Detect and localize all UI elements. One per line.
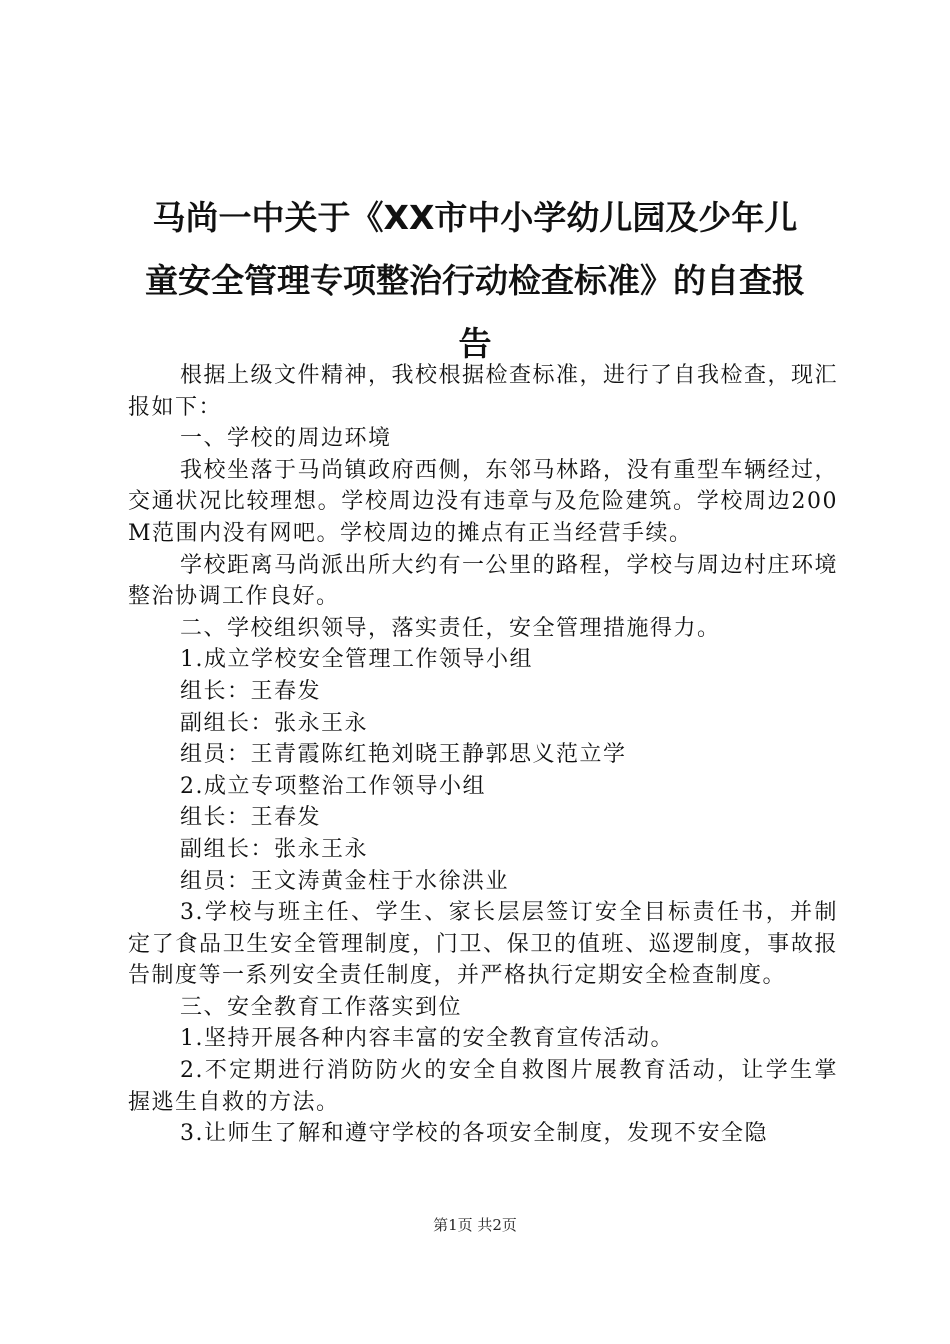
list-item: 副组长：张永王永 (180, 710, 369, 736)
section-heading: 一、学校的周边环境 (180, 426, 392, 452)
list-item: 组员：王青霞陈红艳刘晓王静郭思义范立学 (180, 742, 627, 768)
title-line: 马尚一中关于《XX市中小学幼儿园及少年儿 (152, 198, 798, 237)
list-item: 组员：王文涛黄金柱于水徐洪业 (180, 868, 510, 894)
document-body (128, 360, 838, 1150)
list-item: 组长：王春发 (180, 805, 322, 831)
document-title (110, 186, 840, 375)
list-item: 副组长：张永王永 (180, 836, 369, 862)
list-item: 2.成立专项整治工作领导小组 (180, 773, 486, 799)
list-item: 组长：王春发 (180, 678, 322, 704)
title-line: 童安全管理专项整治行动检查标准》的自查报 (145, 261, 805, 300)
section-heading: 三、安全教育工作落实到位 (180, 994, 463, 1020)
title-line: 告 (458, 324, 492, 363)
list-item: 1.成立学校安全管理工作领导小组 (180, 647, 533, 673)
page-number-footer: 第1页 共2页 (433, 1216, 517, 1234)
body-paragraph: 学校距离马尚派出所大约有一公里的路程，学校与周边村庄环境整治协调工作良好。 (128, 552, 839, 610)
body-paragraph: 我校坐落于马尚镇政府西侧，东邻马林路，没有重型车辆经过，交通状况比较理想。学校周边没有违章与及危险建筑。学校周边200 M范围内没有网吧。学校周边的摊点有正当经营手续。 (128, 457, 839, 546)
list-item: 3.让师生了解和遵守学校的各项安全制度，发现不安全隐 (180, 1121, 768, 1147)
list-item: 1.坚持开展各种内容丰富的安全教育宣传活动。 (180, 1026, 674, 1052)
section-heading: 二、学校组织领导，落实责任，安全管理措施得力。 (180, 615, 721, 641)
list-item: 2.不定期进行消防防火的安全自救图片展教育活动，让学生掌握逃生自救的方法。 (128, 1058, 838, 1115)
intro-paragraph: 根据上级文件精神，我校根据检查标准，进行了自我检查，现汇报如下： (128, 363, 839, 420)
body-paragraph: 3.学校与班主任、学生、家长层层签订安全目标责任书，并制定了食品卫生安全管理制度，门卫、保卫的值班、巡逻制度，事故报告制度等一系列安全责任制度，并严格执行定期安全检查制度。 (128, 900, 838, 989)
